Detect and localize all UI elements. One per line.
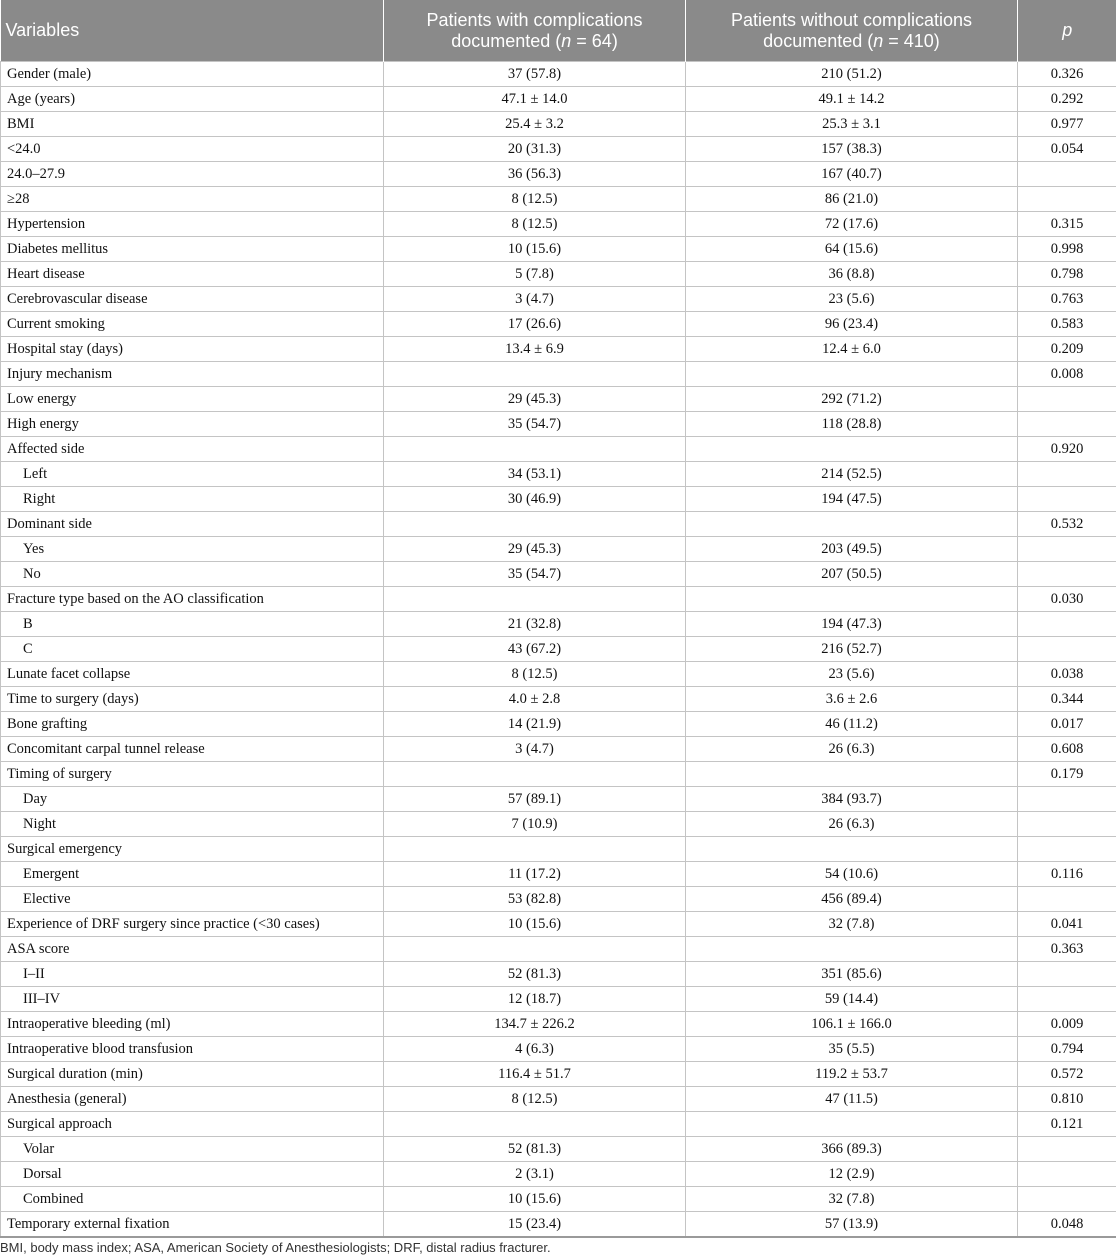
cell-without-complications xyxy=(686,762,1018,787)
cell-p-value: 0.009 xyxy=(1018,1012,1116,1037)
table-row xyxy=(1,562,1116,587)
row-label: C xyxy=(1,637,384,662)
table-row xyxy=(1,637,1116,662)
cell-without-complications: 46 (11.2) xyxy=(686,712,1018,737)
table-row xyxy=(1,862,1116,887)
table-row xyxy=(1,712,1116,737)
cell-p-value: 0.798 xyxy=(1018,262,1116,287)
table-row xyxy=(1,137,1116,162)
cell-p-value xyxy=(1018,562,1116,587)
row-label: Day xyxy=(1,787,384,812)
cell-with-complications: 35 (54.7) xyxy=(384,412,686,437)
cell-p-value: 0.572 xyxy=(1018,1062,1116,1087)
row-label: BMI xyxy=(1,112,384,137)
cell-with-complications: 12 (18.7) xyxy=(384,987,686,1012)
table-row xyxy=(1,287,1116,312)
row-label: Diabetes mellitus xyxy=(1,237,384,262)
cell-without-complications: 384 (93.7) xyxy=(686,787,1018,812)
cell-p-value xyxy=(1018,1162,1116,1187)
cell-with-complications: 3 (4.7) xyxy=(384,287,686,312)
table-body xyxy=(1,62,1116,1238)
table-row xyxy=(1,412,1116,437)
row-label: High energy xyxy=(1,412,384,437)
cell-with-complications xyxy=(384,437,686,462)
cell-without-complications: 26 (6.3) xyxy=(686,737,1018,762)
cell-p-value xyxy=(1018,1187,1116,1212)
cell-with-complications: 15 (23.4) xyxy=(384,1212,686,1238)
cell-with-complications: 47.1 ± 14.0 xyxy=(384,87,686,112)
table-row xyxy=(1,937,1116,962)
row-label: Anesthesia (general) xyxy=(1,1087,384,1112)
cell-without-complications: 25.3 ± 3.1 xyxy=(686,112,1018,137)
table-row xyxy=(1,162,1116,187)
table-row xyxy=(1,512,1116,537)
cell-with-complications: 36 (56.3) xyxy=(384,162,686,187)
cell-without-complications: 47 (11.5) xyxy=(686,1087,1018,1112)
table-row xyxy=(1,787,1116,812)
cell-with-complications: 25.4 ± 3.2 xyxy=(384,112,686,137)
cell-without-complications: 194 (47.5) xyxy=(686,487,1018,512)
cell-p-value: 0.179 xyxy=(1018,762,1116,787)
cell-p-value xyxy=(1018,962,1116,987)
row-label: Emergent xyxy=(1,862,384,887)
row-label: Intraoperative blood transfusion xyxy=(1,1037,384,1062)
table-row xyxy=(1,962,1116,987)
cell-without-complications xyxy=(686,587,1018,612)
cell-p-value: 0.810 xyxy=(1018,1087,1116,1112)
row-label: Bone grafting xyxy=(1,712,384,737)
cell-with-complications: 14 (21.9) xyxy=(384,712,686,737)
cell-without-complications: 23 (5.6) xyxy=(686,287,1018,312)
row-label: <24.0 xyxy=(1,137,384,162)
row-label: Fracture type based on the AO classification xyxy=(1,587,384,612)
cell-with-complications: 17 (26.6) xyxy=(384,312,686,337)
cell-without-complications: 59 (14.4) xyxy=(686,987,1018,1012)
cell-with-complications xyxy=(384,1112,686,1137)
header-with-line2b: = 64) xyxy=(571,30,618,51)
row-label: Injury mechanism xyxy=(1,362,384,387)
table-row xyxy=(1,1012,1116,1037)
cell-with-complications xyxy=(384,762,686,787)
cell-with-complications: 7 (10.9) xyxy=(384,812,686,837)
table-row xyxy=(1,662,1116,687)
cell-without-complications: 23 (5.6) xyxy=(686,662,1018,687)
cell-without-complications: 36 (8.8) xyxy=(686,262,1018,287)
table-row xyxy=(1,187,1116,212)
cell-without-complications: 214 (52.5) xyxy=(686,462,1018,487)
cell-with-complications xyxy=(384,587,686,612)
table-row xyxy=(1,237,1116,262)
cell-without-complications: 12 (2.9) xyxy=(686,1162,1018,1187)
cell-with-complications: 52 (81.3) xyxy=(384,1137,686,1162)
table-row xyxy=(1,587,1116,612)
cell-without-complications: 35 (5.5) xyxy=(686,1037,1018,1062)
table-row xyxy=(1,462,1116,487)
row-label: Left xyxy=(1,462,384,487)
cell-with-complications: 116.4 ± 51.7 xyxy=(384,1062,686,1087)
table-row xyxy=(1,437,1116,462)
cell-with-complications: 35 (54.7) xyxy=(384,562,686,587)
cell-with-complications: 43 (67.2) xyxy=(384,637,686,662)
cell-without-complications: 96 (23.4) xyxy=(686,312,1018,337)
cell-with-complications xyxy=(384,937,686,962)
cell-p-value xyxy=(1018,1137,1116,1162)
row-label: Gender (male) xyxy=(1,62,384,87)
table-row xyxy=(1,362,1116,387)
cell-with-complications: 11 (17.2) xyxy=(384,862,686,887)
cell-without-complications: 54 (10.6) xyxy=(686,862,1018,887)
row-label: Cerebrovascular disease xyxy=(1,287,384,312)
table-row xyxy=(1,1187,1116,1212)
cell-p-value: 0.041 xyxy=(1018,912,1116,937)
row-label: Intraoperative bleeding (ml) xyxy=(1,1012,384,1037)
cell-with-complications: 30 (46.9) xyxy=(384,487,686,512)
cell-without-complications: 216 (52.7) xyxy=(686,637,1018,662)
cell-without-complications: 106.1 ± 166.0 xyxy=(686,1012,1018,1037)
cell-without-complications: 456 (89.4) xyxy=(686,887,1018,912)
header-without-complications xyxy=(686,0,1018,62)
cell-p-value xyxy=(1018,412,1116,437)
cell-with-complications: 10 (15.6) xyxy=(384,1187,686,1212)
cell-with-complications xyxy=(384,512,686,537)
cell-p-value: 0.583 xyxy=(1018,312,1116,337)
header-without-line2a: documented ( xyxy=(763,30,874,51)
row-label: Right xyxy=(1,487,384,512)
header-without-n: n xyxy=(873,30,884,51)
cell-p-value xyxy=(1018,887,1116,912)
row-label: III–IV xyxy=(1,987,384,1012)
table-header xyxy=(1,0,1116,62)
row-label: B xyxy=(1,612,384,637)
cell-p-value: 0.048 xyxy=(1018,1212,1116,1238)
cell-p-value xyxy=(1018,187,1116,212)
row-label: Hypertension xyxy=(1,212,384,237)
cell-with-complications: 2 (3.1) xyxy=(384,1162,686,1187)
row-label: Night xyxy=(1,812,384,837)
cell-p-value: 0.209 xyxy=(1018,337,1116,362)
cell-p-value xyxy=(1018,537,1116,562)
cell-p-value xyxy=(1018,487,1116,512)
row-label: Surgical approach xyxy=(1,1112,384,1137)
cell-without-complications: 3.6 ± 2.6 xyxy=(686,687,1018,712)
table-row xyxy=(1,1087,1116,1112)
cell-without-complications: 86 (21.0) xyxy=(686,187,1018,212)
table-row xyxy=(1,212,1116,237)
header-p-value: p xyxy=(1018,0,1116,62)
cell-p-value: 0.363 xyxy=(1018,937,1116,962)
cell-p-value: 0.008 xyxy=(1018,362,1116,387)
table-row xyxy=(1,87,1116,112)
cell-with-complications: 4.0 ± 2.8 xyxy=(384,687,686,712)
row-label: Elective xyxy=(1,887,384,912)
row-label: Dorsal xyxy=(1,1162,384,1187)
cell-p-value xyxy=(1018,162,1116,187)
cell-with-complications: 29 (45.3) xyxy=(384,537,686,562)
table-row xyxy=(1,337,1116,362)
cell-with-complications: 4 (6.3) xyxy=(384,1037,686,1062)
header-variables: Variables xyxy=(1,0,384,62)
cell-p-value xyxy=(1018,462,1116,487)
row-label: Volar xyxy=(1,1137,384,1162)
cell-with-complications: 20 (31.3) xyxy=(384,137,686,162)
cell-p-value: 0.977 xyxy=(1018,112,1116,137)
cell-without-complications xyxy=(686,1112,1018,1137)
cell-p-value: 0.038 xyxy=(1018,662,1116,687)
cell-with-complications: 13.4 ± 6.9 xyxy=(384,337,686,362)
cell-with-complications: 8 (12.5) xyxy=(384,187,686,212)
table-row xyxy=(1,112,1116,137)
table-row xyxy=(1,762,1116,787)
cell-with-complications: 5 (7.8) xyxy=(384,262,686,287)
table-row xyxy=(1,737,1116,762)
row-label: Lunate facet collapse xyxy=(1,662,384,687)
row-label: Heart disease xyxy=(1,262,384,287)
table-row xyxy=(1,987,1116,1012)
table-row xyxy=(1,837,1116,862)
table-row xyxy=(1,537,1116,562)
cell-with-complications: 10 (15.6) xyxy=(384,237,686,262)
cell-with-complications: 29 (45.3) xyxy=(384,387,686,412)
cell-without-complications: 157 (38.3) xyxy=(686,137,1018,162)
cell-p-value: 0.920 xyxy=(1018,437,1116,462)
cell-p-value: 0.292 xyxy=(1018,87,1116,112)
table-row xyxy=(1,262,1116,287)
row-label: I–II xyxy=(1,962,384,987)
cell-p-value: 0.326 xyxy=(1018,62,1116,87)
cell-without-complications xyxy=(686,512,1018,537)
table-row xyxy=(1,487,1116,512)
cell-without-complications: 207 (50.5) xyxy=(686,562,1018,587)
header-with-complications xyxy=(384,0,686,62)
cell-without-complications: 203 (49.5) xyxy=(686,537,1018,562)
cell-p-value: 0.344 xyxy=(1018,687,1116,712)
cell-without-complications: 366 (89.3) xyxy=(686,1137,1018,1162)
row-label: Current smoking xyxy=(1,312,384,337)
cell-p-value: 0.054 xyxy=(1018,137,1116,162)
header-with-line2a: documented ( xyxy=(451,30,562,51)
cell-p-value: 0.608 xyxy=(1018,737,1116,762)
cell-p-value xyxy=(1018,787,1116,812)
row-label: Affected side xyxy=(1,437,384,462)
cell-without-complications: 49.1 ± 14.2 xyxy=(686,87,1018,112)
row-label: 24.0–27.9 xyxy=(1,162,384,187)
row-label: Temporary external fixation xyxy=(1,1212,384,1238)
row-label: Experience of DRF surgery since practice (<30 cases) xyxy=(1,912,384,937)
cell-with-complications xyxy=(384,837,686,862)
cell-p-value: 0.315 xyxy=(1018,212,1116,237)
cell-with-complications: 8 (12.5) xyxy=(384,212,686,237)
row-label: No xyxy=(1,562,384,587)
table-row xyxy=(1,312,1116,337)
cell-p-value: 0.998 xyxy=(1018,237,1116,262)
cell-without-complications: 57 (13.9) xyxy=(686,1212,1018,1238)
table-row xyxy=(1,912,1116,937)
cell-p-value: 0.017 xyxy=(1018,712,1116,737)
cell-without-complications: 32 (7.8) xyxy=(686,1187,1018,1212)
cell-with-complications: 37 (57.8) xyxy=(384,62,686,87)
cell-p-value xyxy=(1018,612,1116,637)
cell-with-complications: 53 (82.8) xyxy=(384,887,686,912)
cell-without-complications: 167 (40.7) xyxy=(686,162,1018,187)
table-row xyxy=(1,812,1116,837)
table-row xyxy=(1,62,1116,87)
cell-p-value: 0.030 xyxy=(1018,587,1116,612)
cell-without-complications: 194 (47.3) xyxy=(686,612,1018,637)
cell-without-complications: 26 (6.3) xyxy=(686,812,1018,837)
table-row xyxy=(1,1112,1116,1137)
cell-with-complications: 21 (32.8) xyxy=(384,612,686,637)
row-label: Concomitant carpal tunnel release xyxy=(1,737,384,762)
cell-p-value xyxy=(1018,837,1116,862)
cell-with-complications: 57 (89.1) xyxy=(384,787,686,812)
cell-with-complications: 10 (15.6) xyxy=(384,912,686,937)
cell-p-value: 0.116 xyxy=(1018,862,1116,887)
cell-without-complications: 72 (17.6) xyxy=(686,212,1018,237)
row-label: Timing of surgery xyxy=(1,762,384,787)
cell-with-complications xyxy=(384,362,686,387)
cell-with-complications: 52 (81.3) xyxy=(384,962,686,987)
cell-without-complications xyxy=(686,837,1018,862)
header-without-line1: Patients without complications xyxy=(730,9,973,30)
cell-with-complications: 134.7 ± 226.2 xyxy=(384,1012,686,1037)
cell-without-complications xyxy=(686,937,1018,962)
row-label: ≥28 xyxy=(1,187,384,212)
row-label: Combined xyxy=(1,1187,384,1212)
table-row xyxy=(1,687,1116,712)
cell-without-complications xyxy=(686,362,1018,387)
cell-p-value: 0.763 xyxy=(1018,287,1116,312)
table-row xyxy=(1,612,1116,637)
cell-without-complications: 12.4 ± 6.0 xyxy=(686,337,1018,362)
cell-without-complications xyxy=(686,437,1018,462)
table-row xyxy=(1,387,1116,412)
cell-with-complications: 3 (4.7) xyxy=(384,737,686,762)
cell-without-complications: 32 (7.8) xyxy=(686,912,1018,937)
row-label: Hospital stay (days) xyxy=(1,337,384,362)
cell-p-value xyxy=(1018,987,1116,1012)
table-footnote: BMI, body mass index; ASA, American Society of Anesthesiologists; DRF, distal radius fracturer. xyxy=(0,1240,551,1255)
cell-p-value xyxy=(1018,387,1116,412)
header-without-line2b: = 410) xyxy=(883,30,940,51)
cell-p-value: 0.794 xyxy=(1018,1037,1116,1062)
table-row xyxy=(1,1212,1116,1238)
cell-without-complications: 210 (51.2) xyxy=(686,62,1018,87)
cell-without-complications: 292 (71.2) xyxy=(686,387,1018,412)
table-row xyxy=(1,1137,1116,1162)
cell-without-complications: 118 (28.8) xyxy=(686,412,1018,437)
table-row xyxy=(1,887,1116,912)
cell-p-value xyxy=(1018,637,1116,662)
row-label: Surgical duration (min) xyxy=(1,1062,384,1087)
row-label: Yes xyxy=(1,537,384,562)
table-row xyxy=(1,1037,1116,1062)
row-label: Low energy xyxy=(1,387,384,412)
cell-with-complications: 8 (12.5) xyxy=(384,662,686,687)
table-row xyxy=(1,1162,1116,1187)
row-label: Dominant side xyxy=(1,512,384,537)
cell-without-complications: 119.2 ± 53.7 xyxy=(686,1062,1018,1087)
cell-p-value: 0.121 xyxy=(1018,1112,1116,1137)
header-with-n: n xyxy=(561,30,572,51)
cell-with-complications: 34 (53.1) xyxy=(384,462,686,487)
row-label: ASA score xyxy=(1,937,384,962)
table-row xyxy=(1,1062,1116,1087)
row-label: Age (years) xyxy=(1,87,384,112)
cell-p-value: 0.532 xyxy=(1018,512,1116,537)
cell-with-complications: 8 (12.5) xyxy=(384,1087,686,1112)
row-label: Surgical emergency xyxy=(1,837,384,862)
row-label: Time to surgery (days) xyxy=(1,687,384,712)
header-with-line1: Patients with complications xyxy=(426,9,643,30)
cell-p-value xyxy=(1018,812,1116,837)
cell-without-complications: 64 (15.6) xyxy=(686,237,1018,262)
cell-without-complications: 351 (85.6) xyxy=(686,962,1018,987)
